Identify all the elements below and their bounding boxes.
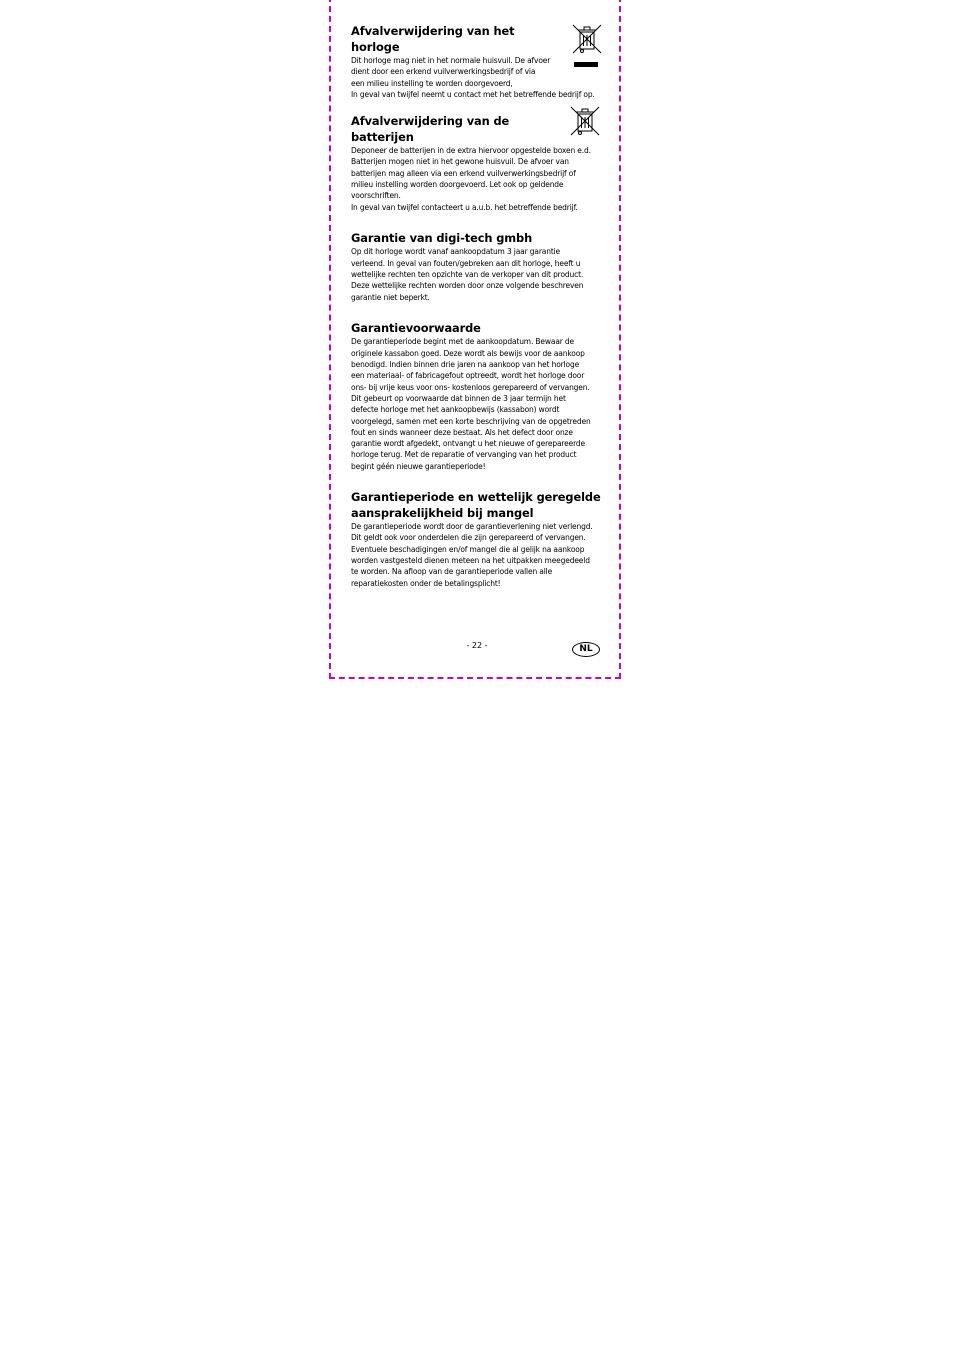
page-content: [351, 24, 603, 589]
section-body: De garantieperiode begint met de aankoopdatum. Bewaar de originele kassabon goed. Deze wordt als bewijs voor de aankoop benodigd. Indien binnen drie jaren na aankoop van het horloge een materiaal- of fabricagefout optreedt, wordt het horloge door ons- bij vrije keus voor ons- kostenloos gerepareerd of vervangen. Dit gebeurt op voorwaarde dat binnen de 3 jaar termijn het defecte horloge met het aankoopbewijs (kassabon) wordt voorgelegd, samen met een korte beschrijving van de opgetreden fout en sinds wanneer deze bestaat. Als het defect door onze garantie wordt afgedekt, ontvangt u het nieuwe of gerepareerde horloge terug. Met de reparatie of vervanging van het product begint géén nieuwe garantieperiode!: [351, 337, 591, 471]
section-body: De garantieperiode wordt door de garantieverlening niet verlengd. Dit geldt ook voor onderdelen die zijn gerepareerd of vervangen. Eventuele beschadigingen en/of mangel die al gelijk na aankoop worden vastgesteld dienen meteen na het uitpakken meegedeeld te worden. Na afloop van de garantieperiode vallen alle reparatiekosten onder de betalingsplicht!: [351, 522, 593, 588]
section-warranty: [351, 231, 603, 303]
page-number: - 22 -: [466, 641, 488, 650]
section-title: Afvalverwijdering van het horloge: [351, 24, 515, 54]
section-battery-disposal: [351, 114, 603, 213]
section-body: Deponeer de batterijen in de extra hiervoor opgestelde boxen e.d. Batterijen mogen niet in het gewone huisvuil. De afvoer van batterijen mag alleen via een erkend vuilverwerkingsbedrijf of milieu instelling worden doorgevoerd. Let ook op geldende voorschriften. In geval van twijfel contacteert u a.u.b. het betreffende bedrijf.: [351, 146, 591, 212]
crossed-out-wheelie-bin-icon: [569, 106, 601, 140]
section-title: Afvalverwijdering van de batterijen: [351, 114, 510, 144]
section-title: Garantievoorwaarde: [351, 320, 481, 335]
crossed-out-wheelie-bin-icon: [571, 24, 603, 67]
section-title: Garantie van digi-tech gmbh: [351, 230, 533, 245]
section-body: Op dit horloge wordt vanaf aankoopdatum 3 jaar garantie verleend. In geval van fouten/gebreken aan dit horloge, heeft u wettelijke rechten ten opzichte van de verkoper van dit product. Deze wettelijke rechten worden door onze volgende beschreven garantie niet beperkt.: [351, 247, 584, 302]
language-badge: NL: [572, 642, 600, 657]
section-warranty-period-liability: [351, 490, 603, 589]
section-warranty-conditions: [351, 321, 603, 472]
section-title: Garantieperiode en wettelijk geregelde aansprakelijkheid bij mangel: [351, 490, 601, 520]
section-watch-disposal: [351, 24, 603, 100]
section-body: Dit horloge mag niet in het normale huisvuil. De afvoer dient door een erkend vuilverwerkingsbedrijf of via een milieu instelling te worden doorgevoerd, In geval van twijfel neemt u contact met het betreffende bedrijf op.: [351, 56, 595, 99]
